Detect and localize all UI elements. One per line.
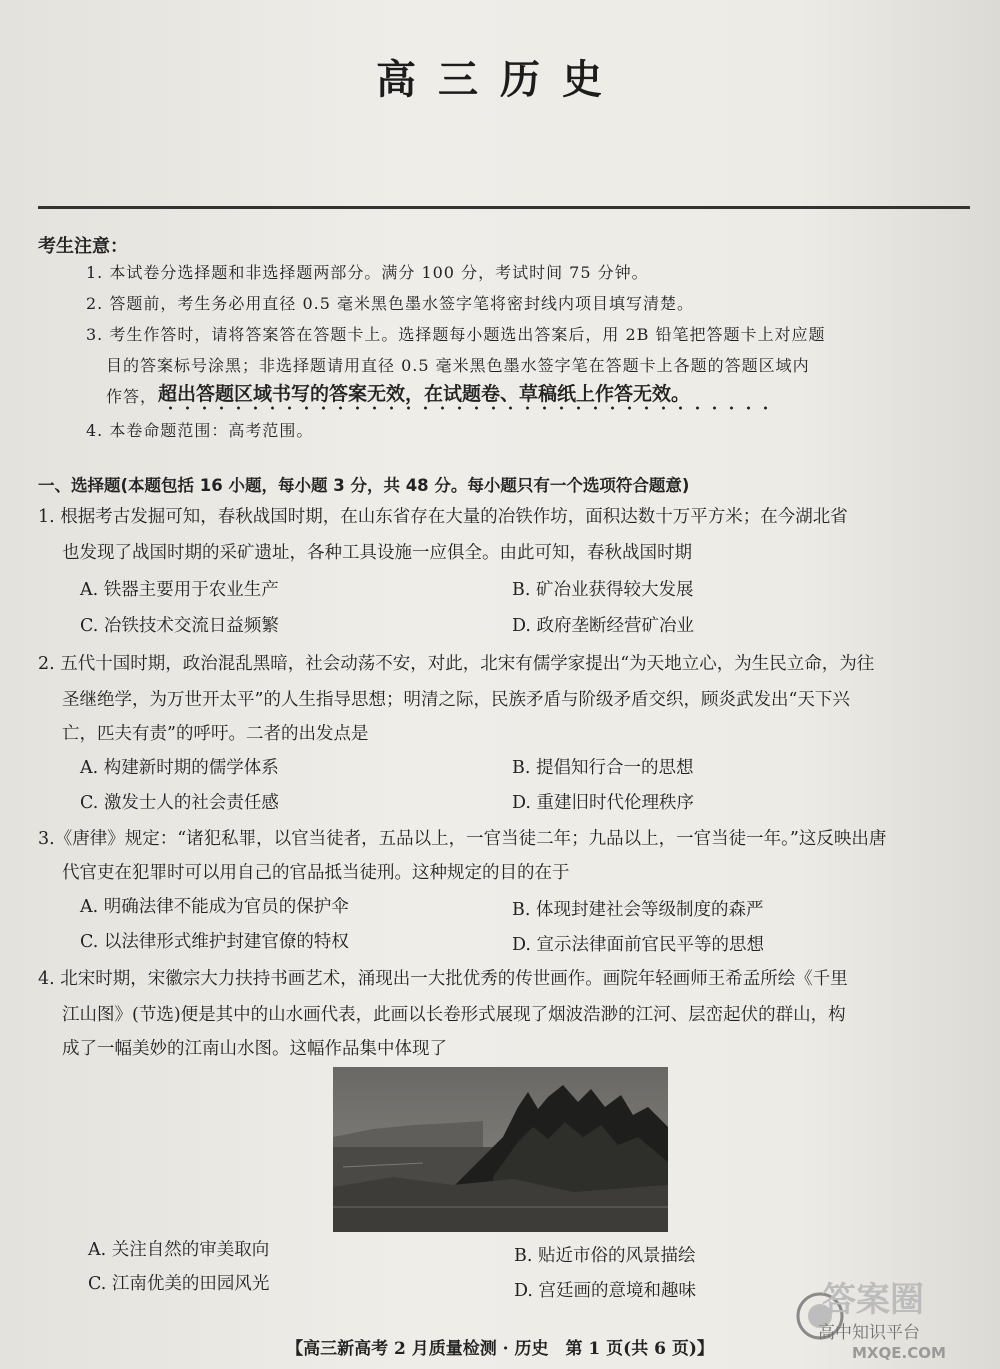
notice-heading: 考生注意： (38, 236, 128, 257)
question-4-option-c: C. 江南优美的田园风光 (88, 1274, 270, 1294)
question-2-option-d: D. 重建旧时代伦理秩序 (512, 793, 695, 813)
question-4-line-1: 4. 北宋时期，宋徽宗大力扶持书画艺术，涌现出一大批优秀的传世画作。画院年轻画师王希孟所绘《千里 (38, 969, 848, 989)
notice-item-3-cont2: 作答， (106, 387, 158, 406)
question-2-option-c: C. 激发士人的社会责任感 (80, 793, 279, 813)
question-3-option-a: A. 明确法律不能成为官员的保护伞 (80, 897, 349, 917)
question-1-option-a: A. 铁器主要用于农业生产 (80, 580, 279, 600)
watermark-platform: 高中知识平台 (818, 1323, 920, 1343)
section-heading: 一、选择题(本题包括 16 小题，每小题 3 分，共 48 分。每小题只有一个选项符合题意) (38, 476, 690, 495)
question-1-option-c: C. 冶铁技术交流日益频繁 (80, 616, 279, 636)
question-1-line-2: 也发现了战国时期的采矿遗址，各种工具设施一应俱全。由此可知，春秋战国时期 (62, 543, 692, 563)
question-4-line-2: 江山图》(节选)便是其中的山水画代表，此画以长卷形式展现了烟波浩渺的江河、层峦起伏的群山，构 (62, 1005, 846, 1025)
question-1-line-1: 1. 根据考古发掘可知，春秋战国时期，在山东省存在大量的冶铁作坊，面积达数十万平方米；在今湖北省 (38, 507, 848, 527)
question-3-option-c: C. 以法律形式维护封建官僚的特权 (80, 932, 349, 952)
question-4-option-a: A. 关注自然的审美取向 (88, 1240, 270, 1260)
question-3-line-1: 3.《唐律》规定：“诸犯私罪，以官当徒者，五品以上，一官当徒二年；九品以上，一官当徒一年。”这反映出唐 (38, 829, 887, 849)
question-2-line-3: 亡，匹夫有责”的呼吁。二者的出发点是 (62, 724, 369, 744)
page-footer: 【高三新高考 2 月质量检测 · 历史 第 1 页(共 6 页)】 (286, 1339, 714, 1359)
emphasis-dots (162, 406, 774, 410)
question-3-option-d: D. 宣示法律面前官民平等的思想 (512, 935, 765, 955)
question-3-option-b: B. 体现封建社会等级制度的森严 (512, 900, 764, 920)
page-title: 高三历史 (376, 56, 624, 103)
notice-item-3-cont: 目的答案标号涂黑；非选择题请用直径 0.5 毫米黑色墨水签字笔在答题卡上各题的答题区域内 (106, 356, 810, 375)
question-2-line-1: 2. 五代十国时期，政治混乱黑暗，社会动荡不安，对此，北宋有儒学家提出“为天地立心，为生民立命，为往 (38, 654, 875, 674)
question-2-option-a: A. 构建新时期的儒学体系 (80, 758, 279, 778)
watermark-site: MXQE.COM (852, 1344, 946, 1362)
watermark-brand: 答案圈 (822, 1280, 924, 1320)
header-divider (38, 206, 970, 209)
question-3-line-2: 代官吏在犯罪时可以用自己的官品抵当徒刑。这种规定的目的在于 (62, 863, 570, 883)
landscape-painting-image (333, 1067, 668, 1232)
question-4-line-3: 成了一幅美妙的江南山水图。这幅作品集中体现了 (62, 1039, 447, 1059)
notice-item-1: 1. 本试卷分选择题和非选择题两部分。满分 100 分，考试时间 75 分钟。 (86, 263, 649, 282)
question-2-line-2: 圣继绝学，为万世开太平”的人生指导思想；明清之际，民族矛盾与阶级矛盾交织，顾炎武发出“天下兴 (62, 690, 850, 710)
notice-item-4: 4. 本卷命题范围：高考范围。 (86, 421, 314, 440)
notice-item-3: 3. 考生作答时，请将答案答在答题卡上。选择题每小题选出答案后，用 2B 铅笔把答题卡上对应题 (86, 325, 826, 344)
question-4-option-b: B. 贴近市俗的风景描绘 (514, 1246, 696, 1266)
question-4-option-d: D. 宫廷画的意境和趣味 (514, 1281, 697, 1301)
notice-emphasis: 超出答题区域书写的答案无效，在试题卷、草稿纸上作答无效。 (158, 383, 691, 405)
question-1-option-d: D. 政府垄断经营矿冶业 (512, 616, 695, 636)
landscape-painting-svg (333, 1067, 668, 1232)
question-2-option-b: B. 提倡知行合一的思想 (512, 758, 694, 778)
notice-item-2: 2. 答题前，考生务必用直径 0.5 毫米黑色墨水签字笔将密封线内项目填写清楚。 (86, 294, 694, 313)
question-1-option-b: B. 矿冶业获得较大发展 (512, 580, 694, 600)
